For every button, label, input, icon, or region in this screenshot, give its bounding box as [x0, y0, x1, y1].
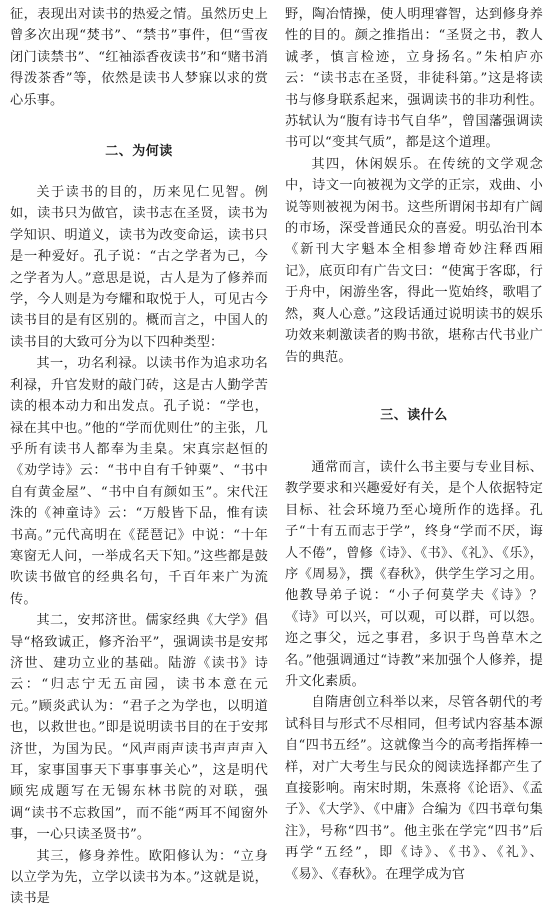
left-column	[10, 4, 268, 907]
paragraph-type-leisure: 其四，休闲娱乐。在传统的文学观念中，诗文一向被视为文学的正宗，戏曲、小说等则被视为闲书。这些所谓闲书却有广阔的市场，深受普通民众的喜爱。明弘治刊本《新刊大字魁本全相参增奇妙注释西厢记》，底页印有广告文曰：“使寓于客邸，行于舟中，闲游坐客，得此一览始终，歌唱了然，爽人心意。”这段话通过说明读书的娱乐功效来刺激读者的购书欲，堪称古代书业广告的典范。	[285, 156, 543, 365]
paragraph-type-cultivation-continued: 野，陶冶情操，使人明理睿智，达到修身养性的目的。颜之推指出：“圣贤之书，教人诚孝，慎言检迹，立身扬名。”朱柏庐亦云：“读书志在圣贤，非徒科第。”这是将读书与修身联系起来，强调读书的非功利性。苏轼认为“腹有诗书气自华”，曾国藩强调读书可以“变其气质”，都是这个道理。	[285, 7, 543, 151]
paragraph-reading-choice: 通常而言，读什么书主要与专业目标、教学要求和兴趣爱好有关，是个人依据特定目标、社会环境乃至心境所作的选择。孔子“十有五而志于学”，终身“学而不厌，诲人不倦”，曾修《诗》、《书》、《礼》、《乐》，序《周易》，撰《春秋》，供学生学习之用。他教导弟子说：“小子何莫学夫《诗》？《诗》可以兴，可以观，可以群，可以怨。迩之事父，远之事君，多识于鸟兽草木之名。”他强调通过“诗教”来加强个人修养，提升文化素质。	[285, 459, 543, 689]
paragraph-imperial-exams: 自隋唐创立科举以来，尽管各朝代的考试科目与形式不尽相同，但考试内容基本源自“四书五经”。这就像当今的高考指挥棒一样，对广大考生与民众的阅读选择都产生了直接影响。南宋时期，朱熹将《论语》、《孟子》、《大学》、《中庸》合编为《四书章句集注》，号称“四书”。他主张在学完“四书”后再学“五经”，即《诗》、《书》、《礼》、《易》、《春秋》。在理学成为官	[285, 695, 543, 882]
paragraph-type-cultivation: 其三，修身养性。欧阳修认为：“立身以立学为先，立学以读书为本。”这就是说，读书是	[10, 848, 268, 907]
opening-paragraph: 征，表现出对读书的热爱之情。虽然历史上曾多次出现“焚书”、“禁书”事件，但“雪夜闭门读禁书”、“红袖添香夜读书”和“赌书消得泼茶香”等，依然是读书人梦寐以求的赏心乐事。	[10, 7, 268, 108]
section-heading-why-read: 二、为何读	[105, 144, 173, 160]
right-column	[285, 4, 543, 882]
paragraph-reading-purposes: 关于读书的目的，历来见仁见智。例如，读书只为做官，读书志在圣贤，读书为学知识、明道义，读书为改变命运，读书只是一种爱好。孔子说：“古之学者为己，今之学者为人。”意思是说，古人是为了修养而学，今人则是为夸耀和取悦于人，可见古今读书目的是有区别的。概而言之，中国人的读书目的大致可分为以下四种类型：	[10, 185, 268, 350]
paragraph-type-fame: 其一，功名利禄。以读书作为追求功名利禄，升官发财的敲门砖，这是古人勤学苦读的根本动力和出发点。孔子说：“学也，禄在其中也。”他的“学而优则仕”的主张，几乎所有读书人都奉为圭臬。宋真宗赵恒的《劝学诗》云：“书中自有千钟粟”、“书中自有黄金屋”、“书中自有颜如玉”。宋代汪洙的《神童诗》云：“万般皆下品，惟有读书高。”元代高明在《琵琶记》中说：“十年寒窗无人问，一举成名天下知。”这些都是鼓吹读书做官的经典名句，千百年来广为流传。	[10, 356, 268, 607]
section-heading-what-to-read: 三、读什么	[380, 407, 448, 423]
paragraph-type-statecraft: 其二，安邦济世。儒家经典《大学》倡导“格致诚正，修齐治平”，强调读书是安邦济世、建功立业的基础。陆游《读书》诗云：“归志宁无五亩园，读书本意在元元。”顾炎武认为：“君子之为学也，以明道也，以救世也。”即是说明读书目的在于安邦济世，为国为民。“风声雨声读书声声声入耳，家事国事天下事事事关心”，这是明代顾宪成题写在无锡东林书院的对联，强调“读书不忘救国”，而不能“两耳不闻窗外事，一心只读圣贤书”。	[10, 613, 268, 843]
